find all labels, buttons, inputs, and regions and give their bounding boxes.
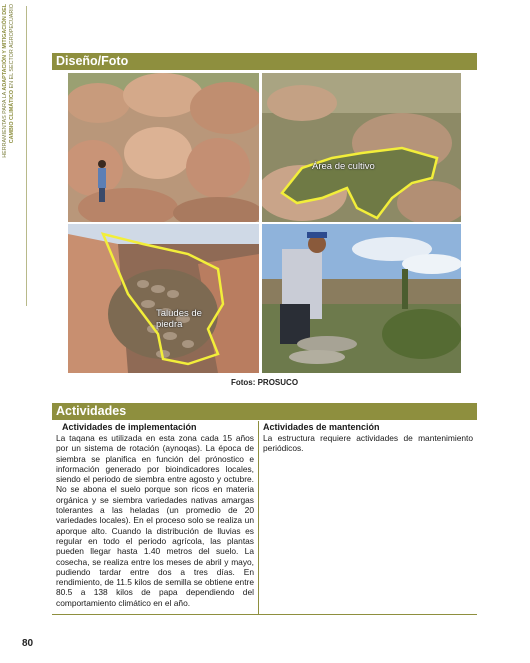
maintenance-text: La estructura requiere actividades de mantenimiento periódicos. <box>263 433 473 454</box>
maintenance-column <box>259 421 477 614</box>
photo-stone-terraces <box>68 224 259 373</box>
label-cultivation-area: Área de cultivo <box>312 161 375 172</box>
photo-farmer <box>262 224 461 373</box>
side-label-line1: HERRAMIENTAS PARA LA ADAPTACIÓN Y MITIGACIÓN DEL <box>2 4 8 158</box>
page-number: 80 <box>22 638 34 649</box>
photo-boulders-person <box>68 73 259 222</box>
side-divider <box>26 6 27 306</box>
maintenance-heading: Actividades de mantención <box>263 422 380 432</box>
photo-credit: Fotos: PROSUCO <box>230 378 299 387</box>
photo-grid <box>68 73 463 373</box>
side-label-line2: CAMBIO CLIMÁTICO EN EL SECTOR AGROPECUARIO <box>9 4 15 144</box>
photo-cultivation-area <box>262 73 461 222</box>
section-header-design: Diseño/Foto <box>52 53 477 70</box>
label-stone-terraces: Taludes de piedra <box>156 308 202 330</box>
implementation-text: La taqana es utilizada en esta zona cada 15 años por un sistema de rotación (aynoqas). La época de siembra se planifica en función del prónostico e información generado por bioindicadores locales, siendo el periodo de siembra entre agosto y octubre. No se abona el suelo porque son ricos en materia orgánica y se siembra variedades nativas amargas tolerantes a las heladas (un promedio de 20 variedades locales). En el proceso solo se realiza un aporque alto. Cuando la distribución de lluvias es regular en todo el periodo agrícola, las plantas pueden llegar hasta 1.40 metros del suelo. La cosecha, se realiza entre los meses de abril y mayo, pudiendo tardar entre dos a tres días. En rendimiento, de 11.5 kilos de semilla se obtiene entre 80.5 a 138 kilos de papa dependiendo del comportamiento climático en el año. <box>56 433 254 608</box>
implementation-heading: Actividades de implementación <box>62 422 197 432</box>
implementation-column <box>52 421 259 614</box>
activities-table <box>52 421 477 615</box>
section-header-activities: Actividades <box>52 403 477 420</box>
side-running-header <box>2 4 24 264</box>
